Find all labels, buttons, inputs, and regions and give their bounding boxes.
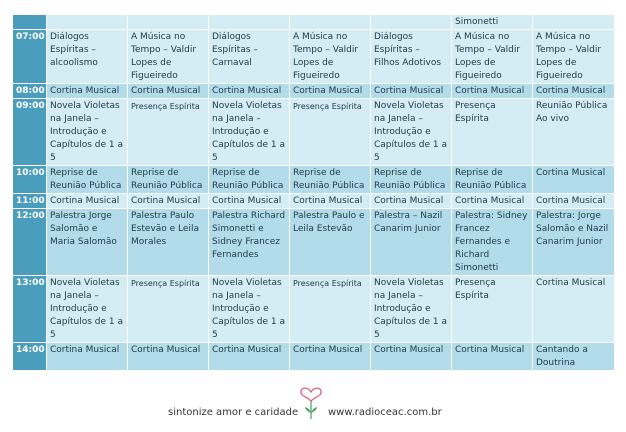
program-cell: A Música no Tempo – Valdir Lopes de Figueiredo: [452, 30, 533, 84]
program-cell: A Música no Tempo – Valdir Lopes de Figueiredo: [533, 30, 615, 84]
program-cell: Palestra Paulo e Leila Estevão: [290, 209, 371, 276]
program-cell: Cortina Musical: [452, 194, 533, 209]
program-cell: Presença Espírita: [128, 276, 209, 343]
time-cell: [13, 15, 47, 30]
program-cell: Diálogos Espíritas – Filhos Adotivos: [371, 30, 452, 84]
program-cell: Diálogos Espíritas – Carnaval: [209, 30, 290, 84]
program-cell: Novela Violetas na Janela – Introdução e Capítulos de 1 a 5: [47, 99, 128, 166]
program-cell: [209, 15, 290, 30]
program-cell: Palestra: Sidney Francez Fernandes e Richard Simonetti: [452, 209, 533, 276]
program-cell: Diálogos Espíritas – alcoolismo: [47, 30, 128, 84]
program-cell: Novela Violetas na Janela – Introdução e Capítulos de 1 a 5: [47, 276, 128, 343]
program-cell: Novela Violetas na Janela – Introdução e Capítulos de 1 a 5: [371, 99, 452, 166]
program-cell: [47, 15, 128, 30]
program-cell: Cortina Musical: [47, 84, 128, 99]
schedule-table: [12, 14, 615, 371]
program-cell: Reprise de Reunião Pública: [290, 166, 371, 194]
program-cell: Cortina Musical: [371, 343, 452, 371]
slogan: sintonize amor e caridade: [168, 407, 299, 418]
program-cell: Novela Violetas na Janela – Introdução e Capítulos de 1 a 5: [209, 276, 290, 343]
program-cell: Palestra: Jorge Salomão e Nazil Canarim Junior: [533, 209, 615, 276]
program-cell: Presença Espírita: [452, 99, 533, 166]
schedule-row: [13, 99, 615, 166]
program-cell: Reunião Pública Ao vivo: [533, 99, 615, 166]
program-cell: Presença Espírita: [290, 99, 371, 166]
time-cell: 14:00: [13, 343, 47, 371]
program-cell: Reprise de Reunião Pública: [128, 166, 209, 194]
program-cell: Cortina Musical: [533, 166, 615, 194]
program-cell: [128, 15, 209, 30]
time-cell: 10:00: [13, 166, 47, 194]
schedule-row: [13, 209, 615, 276]
schedule-row: [13, 15, 615, 30]
program-cell: Presença Espírita: [128, 99, 209, 166]
time-cell: 09:00: [13, 99, 47, 166]
time-cell: 11:00: [13, 194, 47, 209]
program-cell: Reprise de Reunião Pública: [371, 166, 452, 194]
program-cell: Presença Espírita: [452, 276, 533, 343]
program-cell: Cortina Musical: [209, 194, 290, 209]
program-cell: Cortina Musical: [371, 84, 452, 99]
schedule-row: [13, 276, 615, 343]
program-cell: Cortina Musical: [290, 343, 371, 371]
program-cell: Novela Violetas na Janela – Introdução e Capítulos de 1 a 5: [371, 276, 452, 343]
program-cell: Cortina Musical: [533, 194, 615, 209]
footer: [0, 382, 626, 426]
program-cell: Cortina Musical: [452, 343, 533, 371]
program-cell: [371, 15, 452, 30]
schedule-row: [13, 343, 615, 371]
time-cell: 08:00: [13, 84, 47, 99]
program-cell: Reprise de Reunião Pública: [47, 166, 128, 194]
program-cell: Palestra Richard Simonetti e Sidney Francez Fernandes: [209, 209, 290, 276]
heart-flower-icon: [298, 387, 324, 421]
program-cell: [533, 15, 615, 30]
program-cell: Cortina Musical: [371, 194, 452, 209]
time-cell: 07:00: [13, 30, 47, 84]
program-cell: A Música no Tempo – Valdir Lopes de Figueiredo: [128, 30, 209, 84]
program-cell: Cortina Musical: [128, 194, 209, 209]
schedule-row: [13, 84, 615, 99]
program-cell: Reprise de Reunião Pública: [209, 166, 290, 194]
program-cell: Cortina Musical: [209, 84, 290, 99]
time-cell: 12:00: [13, 209, 47, 276]
program-cell: Reprise de Reunião Pública: [452, 166, 533, 194]
program-cell: Cortina Musical: [47, 194, 128, 209]
schedule-row: [13, 30, 615, 84]
time-cell: 13:00: [13, 276, 47, 343]
program-cell: [290, 15, 371, 30]
program-cell: A Música no Tempo – Valdir Lopes de Figueiredo: [290, 30, 371, 84]
program-cell: Cortina Musical: [128, 343, 209, 371]
program-cell: Cortina Musical: [128, 84, 209, 99]
program-cell: Simonetti: [452, 15, 533, 30]
program-cell: Cortina Musical: [533, 84, 615, 99]
schedule-row: [13, 194, 615, 209]
program-cell: Cantando a Doutrina: [533, 343, 615, 371]
program-cell: Cortina Musical: [290, 194, 371, 209]
schedule-row: [13, 166, 615, 194]
program-cell: Cortina Musical: [290, 84, 371, 99]
program-cell: Cortina Musical: [533, 276, 615, 343]
program-cell: Cortina Musical: [47, 343, 128, 371]
program-cell: Palestra Jorge Salomão e Maria Salomão: [47, 209, 128, 276]
program-cell: Novela Violetas na Janela – Introdução e Capítulos de 1 a 5: [209, 99, 290, 166]
program-cell: Cortina Musical: [209, 343, 290, 371]
program-cell: Presença Espírita: [290, 276, 371, 343]
program-cell: Cortina Musical: [452, 84, 533, 99]
website-url[interactable]: www.radioceac.com.br: [328, 407, 442, 418]
program-cell: Palestra Paulo Estevão e Leila Morales: [128, 209, 209, 276]
program-cell: Palestra – Nazil Canarim Junior: [371, 209, 452, 276]
